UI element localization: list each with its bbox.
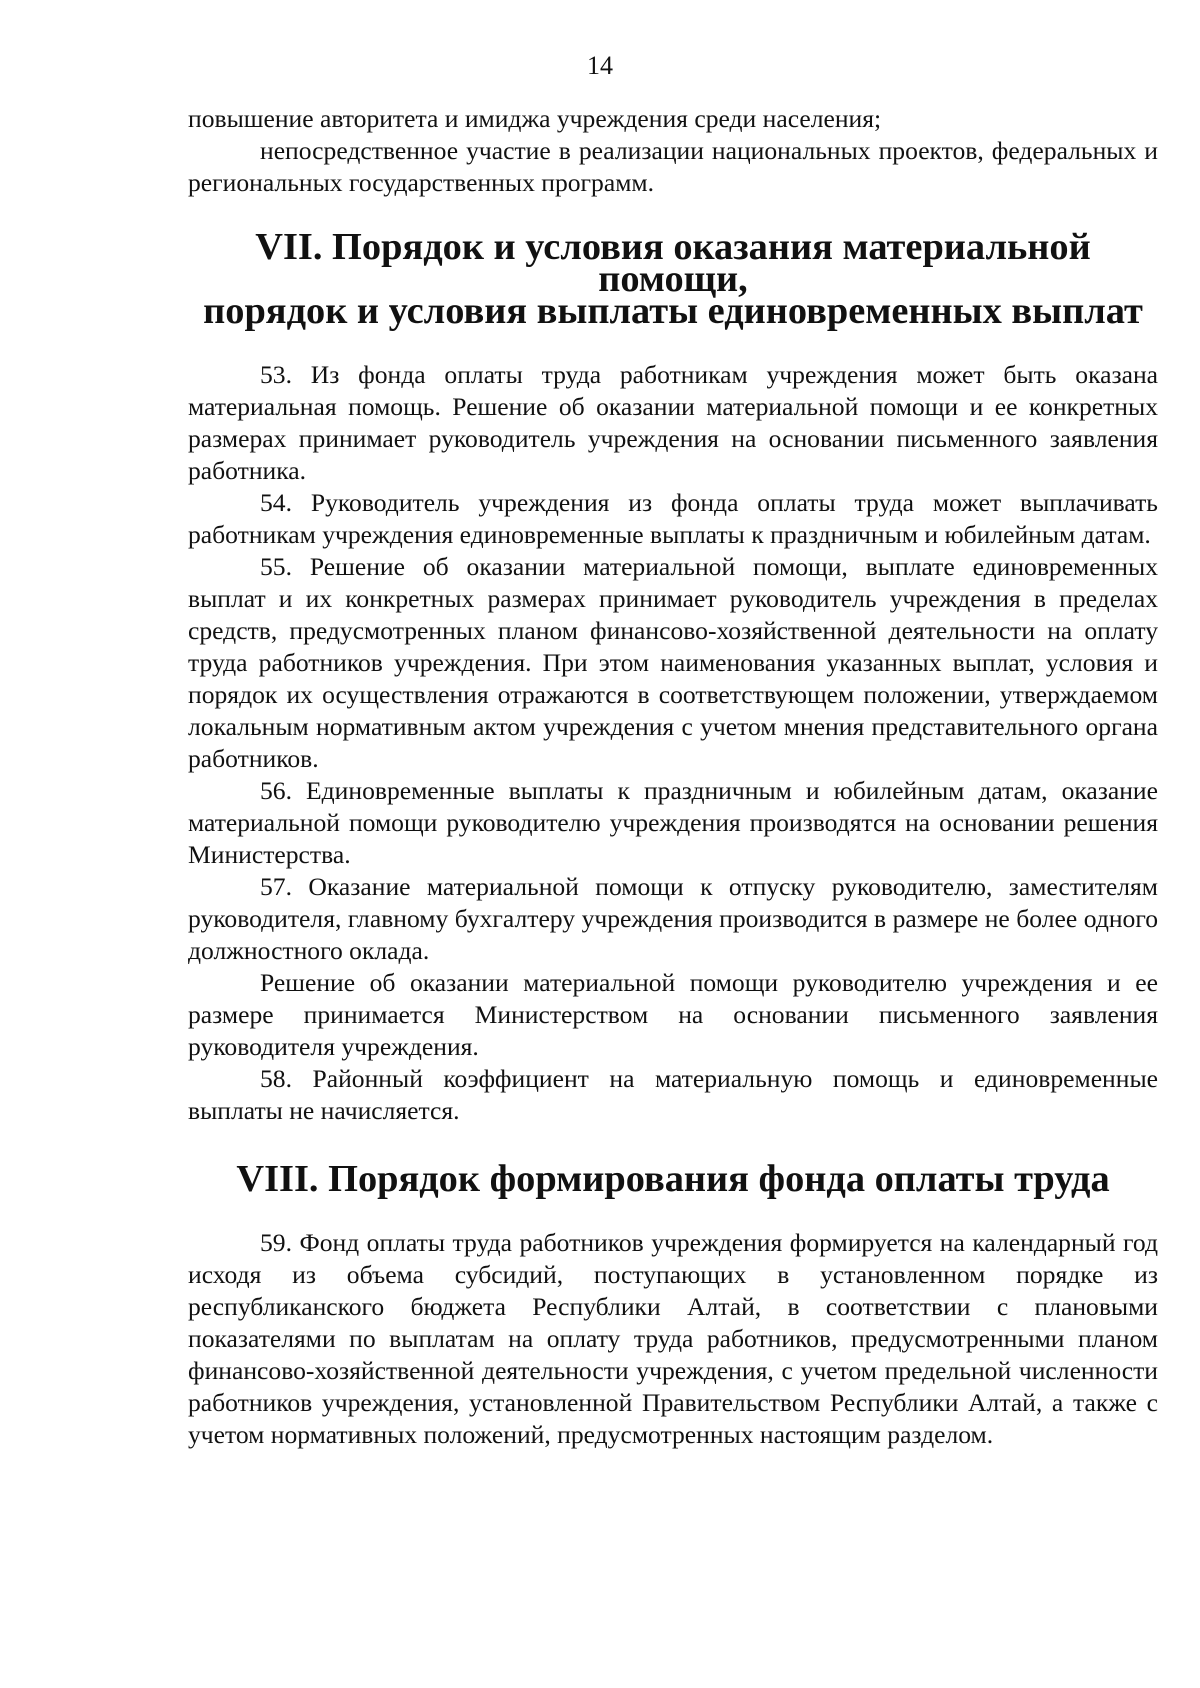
- section-8-heading: VIII. Порядок формирования фонда оплаты труда: [236, 1158, 1110, 1200]
- paragraph-58: 58. Районный коэффициент на материальную помощь и единовременные выплаты не начисляется.: [188, 1064, 1158, 1125]
- paragraph-57: 57. Оказание материальной помощи к отпуску руководителю, заместителям руководителя, главному бухгалтеру учреждения производится в размере не более одного должностного оклада.: [188, 872, 1158, 965]
- page-number: 14: [587, 51, 613, 80]
- intro-paragraph-2: непосредственное участие в реализации национальных проектов, федеральных и региональных государственных программ.: [188, 136, 1158, 197]
- paragraph-57-continued: Решение об оказании материальной помощи руководителю учреждения и ее размере принимается Министерством на основании письменного заявления руководителя учреждения.: [188, 968, 1158, 1061]
- section-7-title-line-1: VII. Порядок и условия оказания материальной помощи,: [255, 226, 1091, 300]
- intro-paragraph-1: повышение авторитета и имиджа учреждения среди населения;: [188, 104, 882, 133]
- paragraph-59: 59. Фонд оплаты труда работников учреждения формируется на календарный год исходя из объема субсидий, поступающих в установленном порядке из республиканского бюджета Республики Алтай, в соответствии с плановыми показателями по выплатам на оплату труда работников, предусмотренными планом финансово-хозяйственной деятельности учреждения, с учетом предельной численности работников учреждения, установленной Правительством Республики Алтай, а также с учетом нормативных положений, предусмотренных настоящим разделом.: [188, 1228, 1158, 1449]
- paragraph-54: 54. Руководитель учреждения из фонда оплаты труда может выплачивать работникам учреждения единовременные выплаты к праздничным и юбилейным датам.: [188, 488, 1158, 549]
- section-7-title-line-2: порядок и условия выплаты единовременных выплат: [203, 290, 1143, 332]
- paragraph-53: 53. Из фонда оплаты труда работникам учреждения может быть оказана материальная помощь. Решение об оказании материальной помощи и ее конкретных размерах принимает руководитель учреждения на основании письменного заявления работника.: [188, 360, 1158, 485]
- paragraph-55: 55. Решение об оказании материальной помощи, выплате единовременных выплат и их конкретных размерах принимает руководитель учреждения в пределах средств, предусмотренных планом финансово-хозяйственной деятельности на оплату труда работников учреждения. При этом наименования указанных выплат, условия и порядок их осуществления отражаются в соответствующем положении, утверждаемом локальным нормативным актом учреждения с учетом мнения представительного органа работников.: [188, 552, 1158, 773]
- section-7-heading: [188, 226, 1158, 332]
- document-body: [188, 103, 1158, 1451]
- paragraph-56: 56. Единовременные выплаты к праздничным и юбилейным датам, оказание материальной помощи руководителю учреждения производятся на основании решения Министерства.: [188, 776, 1158, 869]
